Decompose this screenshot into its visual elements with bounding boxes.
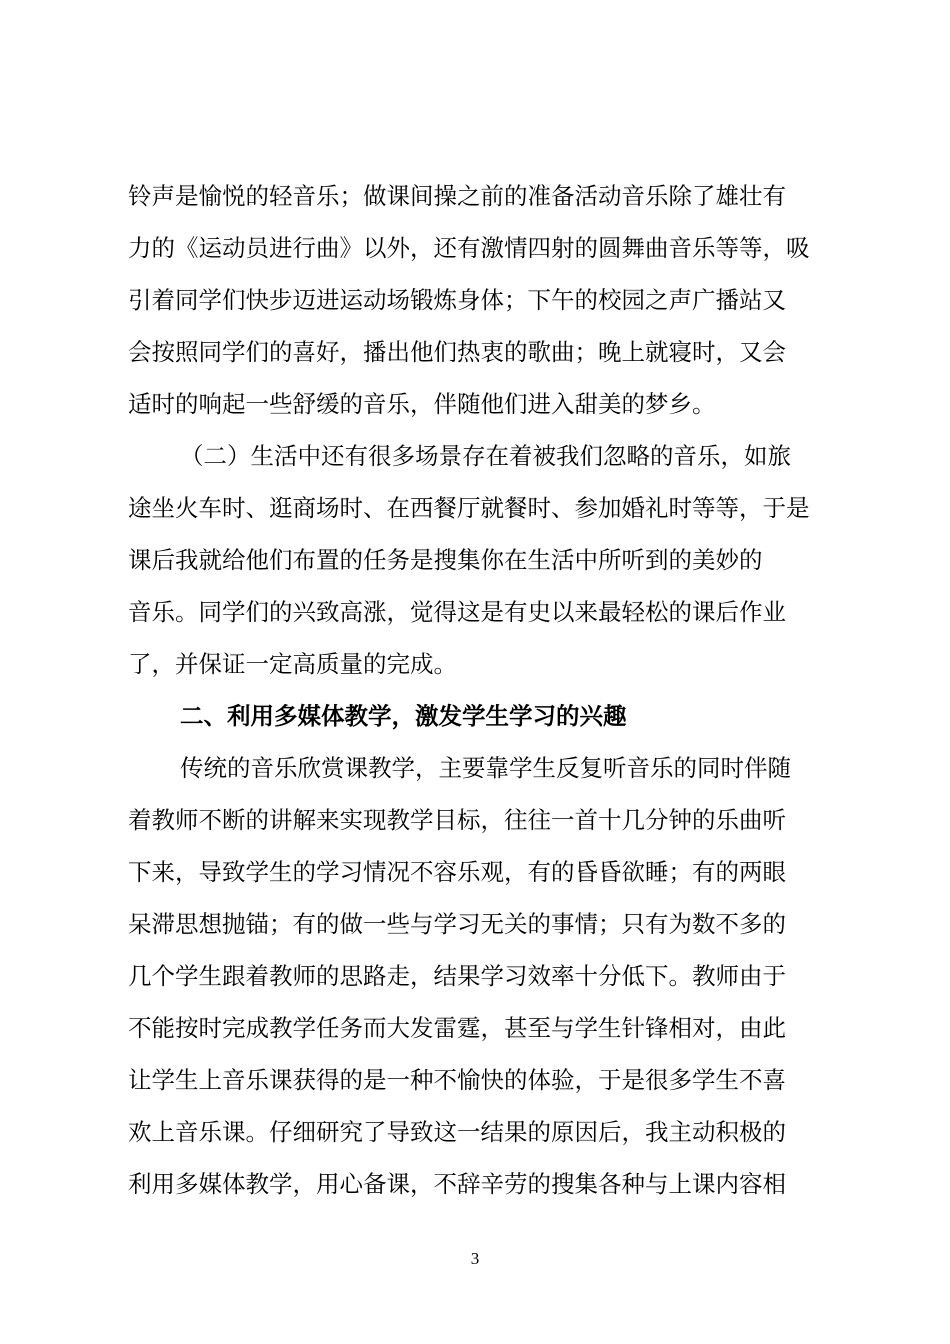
section-heading: 二、利用多媒体教学，激发学生学习的兴趣: [180, 702, 627, 730]
paragraph-first-line: （二）生活中还有很多场景存在着被我们忽略的音乐，如旅: [180, 442, 791, 470]
body-text-line: 音乐。同学们的兴致高涨，觉得这是有史以来最轻松的课后作业: [128, 598, 786, 626]
paragraph-first-line: 传统的音乐欣赏课教学，主要靠学生反复听音乐的同时伴随: [180, 754, 791, 782]
body-text-line: 不能按时完成教学任务而大发雷霆，甚至与学生针锋相对，由此: [128, 1014, 786, 1042]
body-text-line: 着教师不断的讲解来实现教学目标，往往一首十几分钟的乐曲听: [128, 806, 786, 834]
body-text-line: 引着同学们快步迈进运动场锻炼身体；下午的校园之声广播站又: [128, 286, 786, 314]
body-text-line: 呆滞思想抛锚；有的做一些与学习无关的事情；只有为数不多的: [128, 910, 786, 938]
body-text-line: 适时的响起一些舒缓的音乐，伴随他们进入甜美的梦乡。: [128, 390, 716, 418]
page-number: 3: [470, 1249, 480, 1268]
body-text-line: 让学生上音乐课获得的是一种不愉快的体验，于是很多学生不喜: [128, 1066, 786, 1094]
body-text-line: 课后我就给他们布置的任务是搜集你在生活中所听到的美妙的: [128, 546, 763, 574]
body-text-line: 下来，导致学生的学习情况不容乐观，有的昏昏欲睡；有的两眼: [128, 858, 786, 886]
body-text-line: 力的《运动员进行曲》以外，还有激情四射的圆舞曲音乐等等，吸: [128, 234, 810, 262]
body-text-line: 铃声是愉悦的轻音乐；做课间操之前的准备活动音乐除了雄壮有: [128, 182, 786, 210]
body-text-line: 了，并保证一定高质量的完成。: [128, 650, 457, 678]
body-text-line: 会按照同学们的喜好，播出他们热衷的歌曲；晚上就寝时，又会: [128, 338, 786, 366]
body-text-line: 途坐火车时、逛商场时、在西餐厅就餐时、参加婚礼时等等，于是: [128, 494, 810, 522]
body-text-line: 几个学生跟着教师的思路走，结果学习效率十分低下。教师由于: [128, 962, 786, 990]
body-text-line: 利用多媒体教学，用心备课，不辞辛劳的搜集各种与上课内容相: [128, 1170, 786, 1198]
body-text-line: 欢上音乐课。仔细研究了导致这一结果的原因后，我主动积极的: [128, 1118, 786, 1146]
